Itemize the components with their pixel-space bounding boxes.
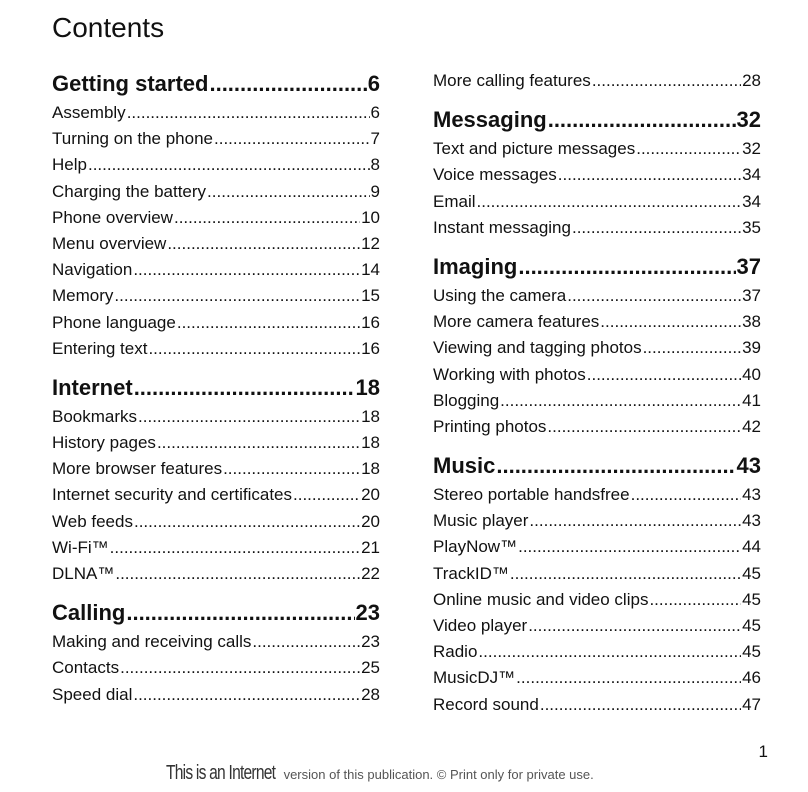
toc-entry[interactable] [433, 283, 761, 309]
toc-entry[interactable] [433, 388, 761, 414]
toc-entry[interactable] [52, 310, 380, 336]
toc-section [433, 251, 761, 440]
toc-entry[interactable] [52, 655, 380, 681]
toc-entry-label: Internet security and certificates [52, 485, 293, 505]
toc-entry-page: 10 [361, 207, 380, 227]
toc-section [52, 597, 380, 708]
toc-section [433, 450, 761, 718]
toc-section [52, 372, 380, 587]
toc-entry-label: Speed dial [52, 684, 133, 704]
toc-entry[interactable] [433, 561, 761, 587]
toc-entry-page: 41 [742, 390, 761, 410]
toc-entry-page: 18 [361, 433, 380, 453]
dot-leader [120, 655, 360, 681]
dot-leader [293, 482, 360, 508]
toc-entry-page: 38 [742, 312, 761, 332]
toc-entry-page: 20 [361, 485, 380, 505]
toc-entry-label: Radio [433, 642, 478, 662]
toc-entry[interactable] [433, 482, 761, 508]
dot-leader [110, 535, 360, 561]
dot-leader [510, 561, 741, 587]
toc-section-heading[interactable] [52, 597, 380, 629]
toc-section [52, 68, 380, 362]
toc-section-heading[interactable] [433, 450, 761, 482]
toc-section-heading-label: Calling [52, 600, 126, 626]
toc-entry-label: Printing photos [433, 416, 547, 436]
toc-section-heading-label: Internet [52, 374, 133, 400]
toc-entry-label: Phone overview [52, 207, 173, 227]
dot-leader [649, 587, 741, 613]
toc-entry-page: 46 [742, 668, 761, 688]
toc-entry-label: Making and receiving calls [52, 632, 252, 652]
dot-leader [548, 104, 736, 136]
toc-entry[interactable] [52, 100, 380, 126]
toc-entry-page: 35 [742, 217, 761, 237]
dot-leader [133, 257, 360, 283]
toc-entry-label: Memory [52, 286, 114, 306]
toc-entry[interactable] [433, 309, 761, 335]
toc-entry[interactable] [433, 414, 761, 440]
toc-entry[interactable] [433, 665, 761, 691]
toc-entry-label: Online music and video clips [433, 589, 649, 609]
toc-section-heading-label: Messaging [433, 107, 547, 133]
dot-leader [643, 335, 742, 361]
toc-entry-label: Menu overview [52, 233, 167, 253]
dot-leader [592, 68, 741, 94]
dot-leader [567, 283, 741, 309]
toc-entry-page: 16 [361, 312, 380, 332]
toc-entry-label: Video player [433, 616, 528, 635]
dot-leader [167, 231, 360, 257]
toc-entry-page: 23 [361, 632, 380, 652]
dot-leader [587, 362, 741, 388]
toc-entry[interactable] [433, 534, 761, 560]
toc-section [433, 104, 761, 241]
toc-entry-page: 43 [742, 511, 761, 531]
toc-entry[interactable] [52, 126, 380, 152]
toc-entry-page: 21 [361, 537, 380, 557]
toc-entry[interactable] [52, 336, 380, 362]
dot-leader [478, 639, 741, 665]
dot-leader [518, 534, 741, 560]
toc-entry-label: Help [52, 155, 87, 175]
toc-entry[interactable] [52, 231, 380, 257]
toc-entry-label: Text and picture messages [433, 139, 636, 159]
toc-entry-page: 45 [742, 563, 761, 583]
toc-entry-page: 16 [361, 338, 380, 358]
dot-leader [148, 336, 360, 362]
dot-leader [600, 309, 741, 335]
toc-entry[interactable] [52, 179, 380, 205]
dot-leader [636, 136, 741, 162]
toc-entry-label: Email [433, 191, 476, 211]
dot-leader [518, 251, 735, 283]
toc-entry[interactable] [433, 587, 761, 613]
toc-entry-label: Bookmarks [52, 406, 138, 426]
toc-entry-page: 44 [742, 537, 761, 557]
dot-leader [126, 597, 354, 629]
toc-entry[interactable] [433, 136, 761, 162]
page-number: 1 [758, 742, 768, 761]
dot-leader [138, 404, 360, 430]
toc-entry[interactable] [52, 482, 380, 508]
toc-section-heading[interactable] [433, 104, 761, 136]
toc-entry-label: More browser features [52, 459, 223, 479]
page-title: Contents [52, 12, 165, 43]
toc-entry-page: 45 [742, 642, 761, 662]
toc-entry-label: Charging the battery [52, 181, 207, 201]
toc-section-heading-page: 37 [736, 253, 761, 279]
footer-notice [166, 762, 594, 785]
dot-leader [547, 414, 741, 440]
toc-entry[interactable] [433, 692, 761, 718]
dot-leader [207, 179, 369, 205]
toc-entry-page: 28 [361, 684, 380, 704]
toc-entry[interactable] [52, 682, 380, 708]
toc-section [433, 68, 761, 94]
toc-entry-label: Music player [433, 511, 529, 531]
toc-entry-label: More calling features [433, 71, 591, 90]
toc-entry-label: DLNA™ [52, 564, 115, 583]
dot-leader [134, 372, 355, 404]
toc-section-heading-page: 6 [367, 71, 380, 96]
toc-entry-label: Working with photos [433, 364, 586, 384]
dot-leader [252, 629, 360, 655]
toc-entry-page: 6 [370, 103, 380, 122]
toc-entry-page: 9 [370, 181, 380, 201]
toc-column-right [433, 68, 761, 728]
toc-section-heading-page: 18 [355, 374, 380, 400]
toc-entry[interactable] [52, 629, 380, 655]
dot-leader [88, 152, 370, 178]
toc-entry-label: MusicDJ™ [433, 668, 516, 688]
toc-entry[interactable] [433, 613, 761, 639]
dot-leader [174, 205, 360, 231]
toc-entry[interactable] [433, 335, 761, 361]
toc-entry-page: 32 [742, 139, 761, 159]
dot-leader [127, 100, 370, 126]
toc-entry-page: 15 [361, 286, 380, 306]
dot-leader [134, 509, 360, 535]
toc-entry-label: Wi-Fi™ [52, 537, 109, 557]
dot-leader [496, 450, 735, 482]
toc-entry-page: 12 [361, 233, 380, 253]
dot-leader [477, 189, 742, 215]
toc-entry[interactable] [52, 509, 380, 535]
toc-entry-page: 25 [361, 658, 380, 678]
toc-entry-page: 28 [742, 71, 761, 90]
dot-leader [516, 665, 741, 691]
toc-entry[interactable] [52, 430, 380, 456]
dot-leader [133, 682, 360, 708]
dot-leader [631, 482, 741, 508]
toc-entry-label: Contacts [52, 658, 120, 678]
toc-entry[interactable] [52, 205, 380, 231]
toc-entry[interactable] [52, 535, 380, 561]
toc-entry-page: 45 [742, 589, 761, 609]
toc-entry-label: Assembly [52, 103, 126, 122]
footer-stamp: This is an Internet [166, 762, 276, 784]
dot-leader [529, 508, 741, 534]
toc-section-heading[interactable] [433, 251, 761, 283]
dot-leader [540, 692, 741, 718]
toc-entry-page: 22 [361, 564, 380, 583]
toc-entry[interactable] [433, 162, 761, 188]
toc-section-heading[interactable] [52, 68, 380, 100]
toc-column-left [52, 68, 380, 718]
toc-entry-label: Blogging [433, 390, 500, 410]
dot-leader [209, 68, 366, 100]
toc-entry-page: 39 [742, 338, 761, 358]
dot-leader [528, 613, 741, 639]
toc-entry-label: History pages [52, 433, 156, 453]
toc-entry-label: TrackID™ [433, 563, 509, 583]
toc-entry-page: 34 [742, 191, 761, 211]
toc-entry-label: Web feeds [52, 511, 133, 531]
toc-entry[interactable] [52, 152, 380, 178]
toc-entry[interactable] [52, 404, 380, 430]
dot-leader [114, 283, 360, 309]
toc-entry-label: Navigation [52, 260, 133, 280]
toc-entry-page: 14 [361, 260, 380, 280]
footer-text: version of this publication. © Print only for private use. [279, 767, 594, 782]
toc-section-heading-page: 43 [736, 453, 761, 479]
toc-entry[interactable] [433, 215, 761, 241]
toc-entry[interactable] [52, 283, 380, 309]
dot-leader [558, 162, 741, 188]
toc-entry[interactable] [52, 456, 380, 482]
toc-entry-page: 43 [742, 485, 761, 505]
toc-entry[interactable] [433, 362, 761, 388]
dot-leader [177, 310, 360, 336]
dot-leader [500, 388, 741, 414]
dot-leader [157, 430, 360, 456]
toc-entry-page: 42 [742, 416, 761, 436]
toc-entry-page: 37 [742, 285, 761, 305]
toc-entry-label: Instant messaging [433, 217, 571, 237]
dot-leader [115, 561, 360, 587]
toc-entry-page: 34 [742, 165, 761, 185]
toc-entry-page: 18 [361, 459, 380, 479]
dot-leader [223, 456, 360, 482]
toc-section-heading-page: 23 [355, 600, 380, 626]
dot-leader [572, 215, 741, 241]
toc-entry-label: More camera features [433, 312, 600, 332]
toc-section-heading-label: Getting started [52, 71, 209, 96]
toc-entry-label: Entering text [52, 338, 148, 358]
toc-entry[interactable] [52, 257, 380, 283]
toc-section-heading-label: Imaging [433, 253, 518, 279]
toc-entry-page: 47 [742, 694, 761, 714]
toc-entry[interactable] [52, 561, 380, 587]
toc-section-heading[interactable] [52, 372, 380, 404]
toc-entry[interactable] [433, 68, 761, 94]
toc-entry-page: 40 [742, 364, 761, 384]
toc-entry-page: 45 [742, 616, 761, 635]
toc-entry-label: Phone language [52, 312, 176, 332]
toc-entry-page: 20 [361, 511, 380, 531]
toc-entry[interactable] [433, 189, 761, 215]
toc-entry-label: Turning on the phone [52, 129, 213, 149]
toc-entry-page: 8 [370, 155, 380, 175]
toc-entry-label: PlayNow™ [433, 537, 518, 557]
toc-entry-page: 18 [361, 406, 380, 426]
toc-section-heading-page: 32 [736, 107, 761, 133]
toc-entry-label: Stereo portable handsfree [433, 485, 630, 505]
toc-entry[interactable] [433, 508, 761, 534]
toc-entry-page: 7 [370, 129, 380, 149]
toc-entry-label: Voice messages [433, 165, 557, 185]
toc-entry-label: Record sound [433, 694, 539, 714]
dot-leader [214, 126, 370, 152]
toc-entry-label: Viewing and tagging photos [433, 338, 642, 358]
toc-entry[interactable] [433, 639, 761, 665]
toc-entry-label: Using the camera [433, 285, 567, 305]
toc-section-heading-label: Music [433, 453, 496, 479]
